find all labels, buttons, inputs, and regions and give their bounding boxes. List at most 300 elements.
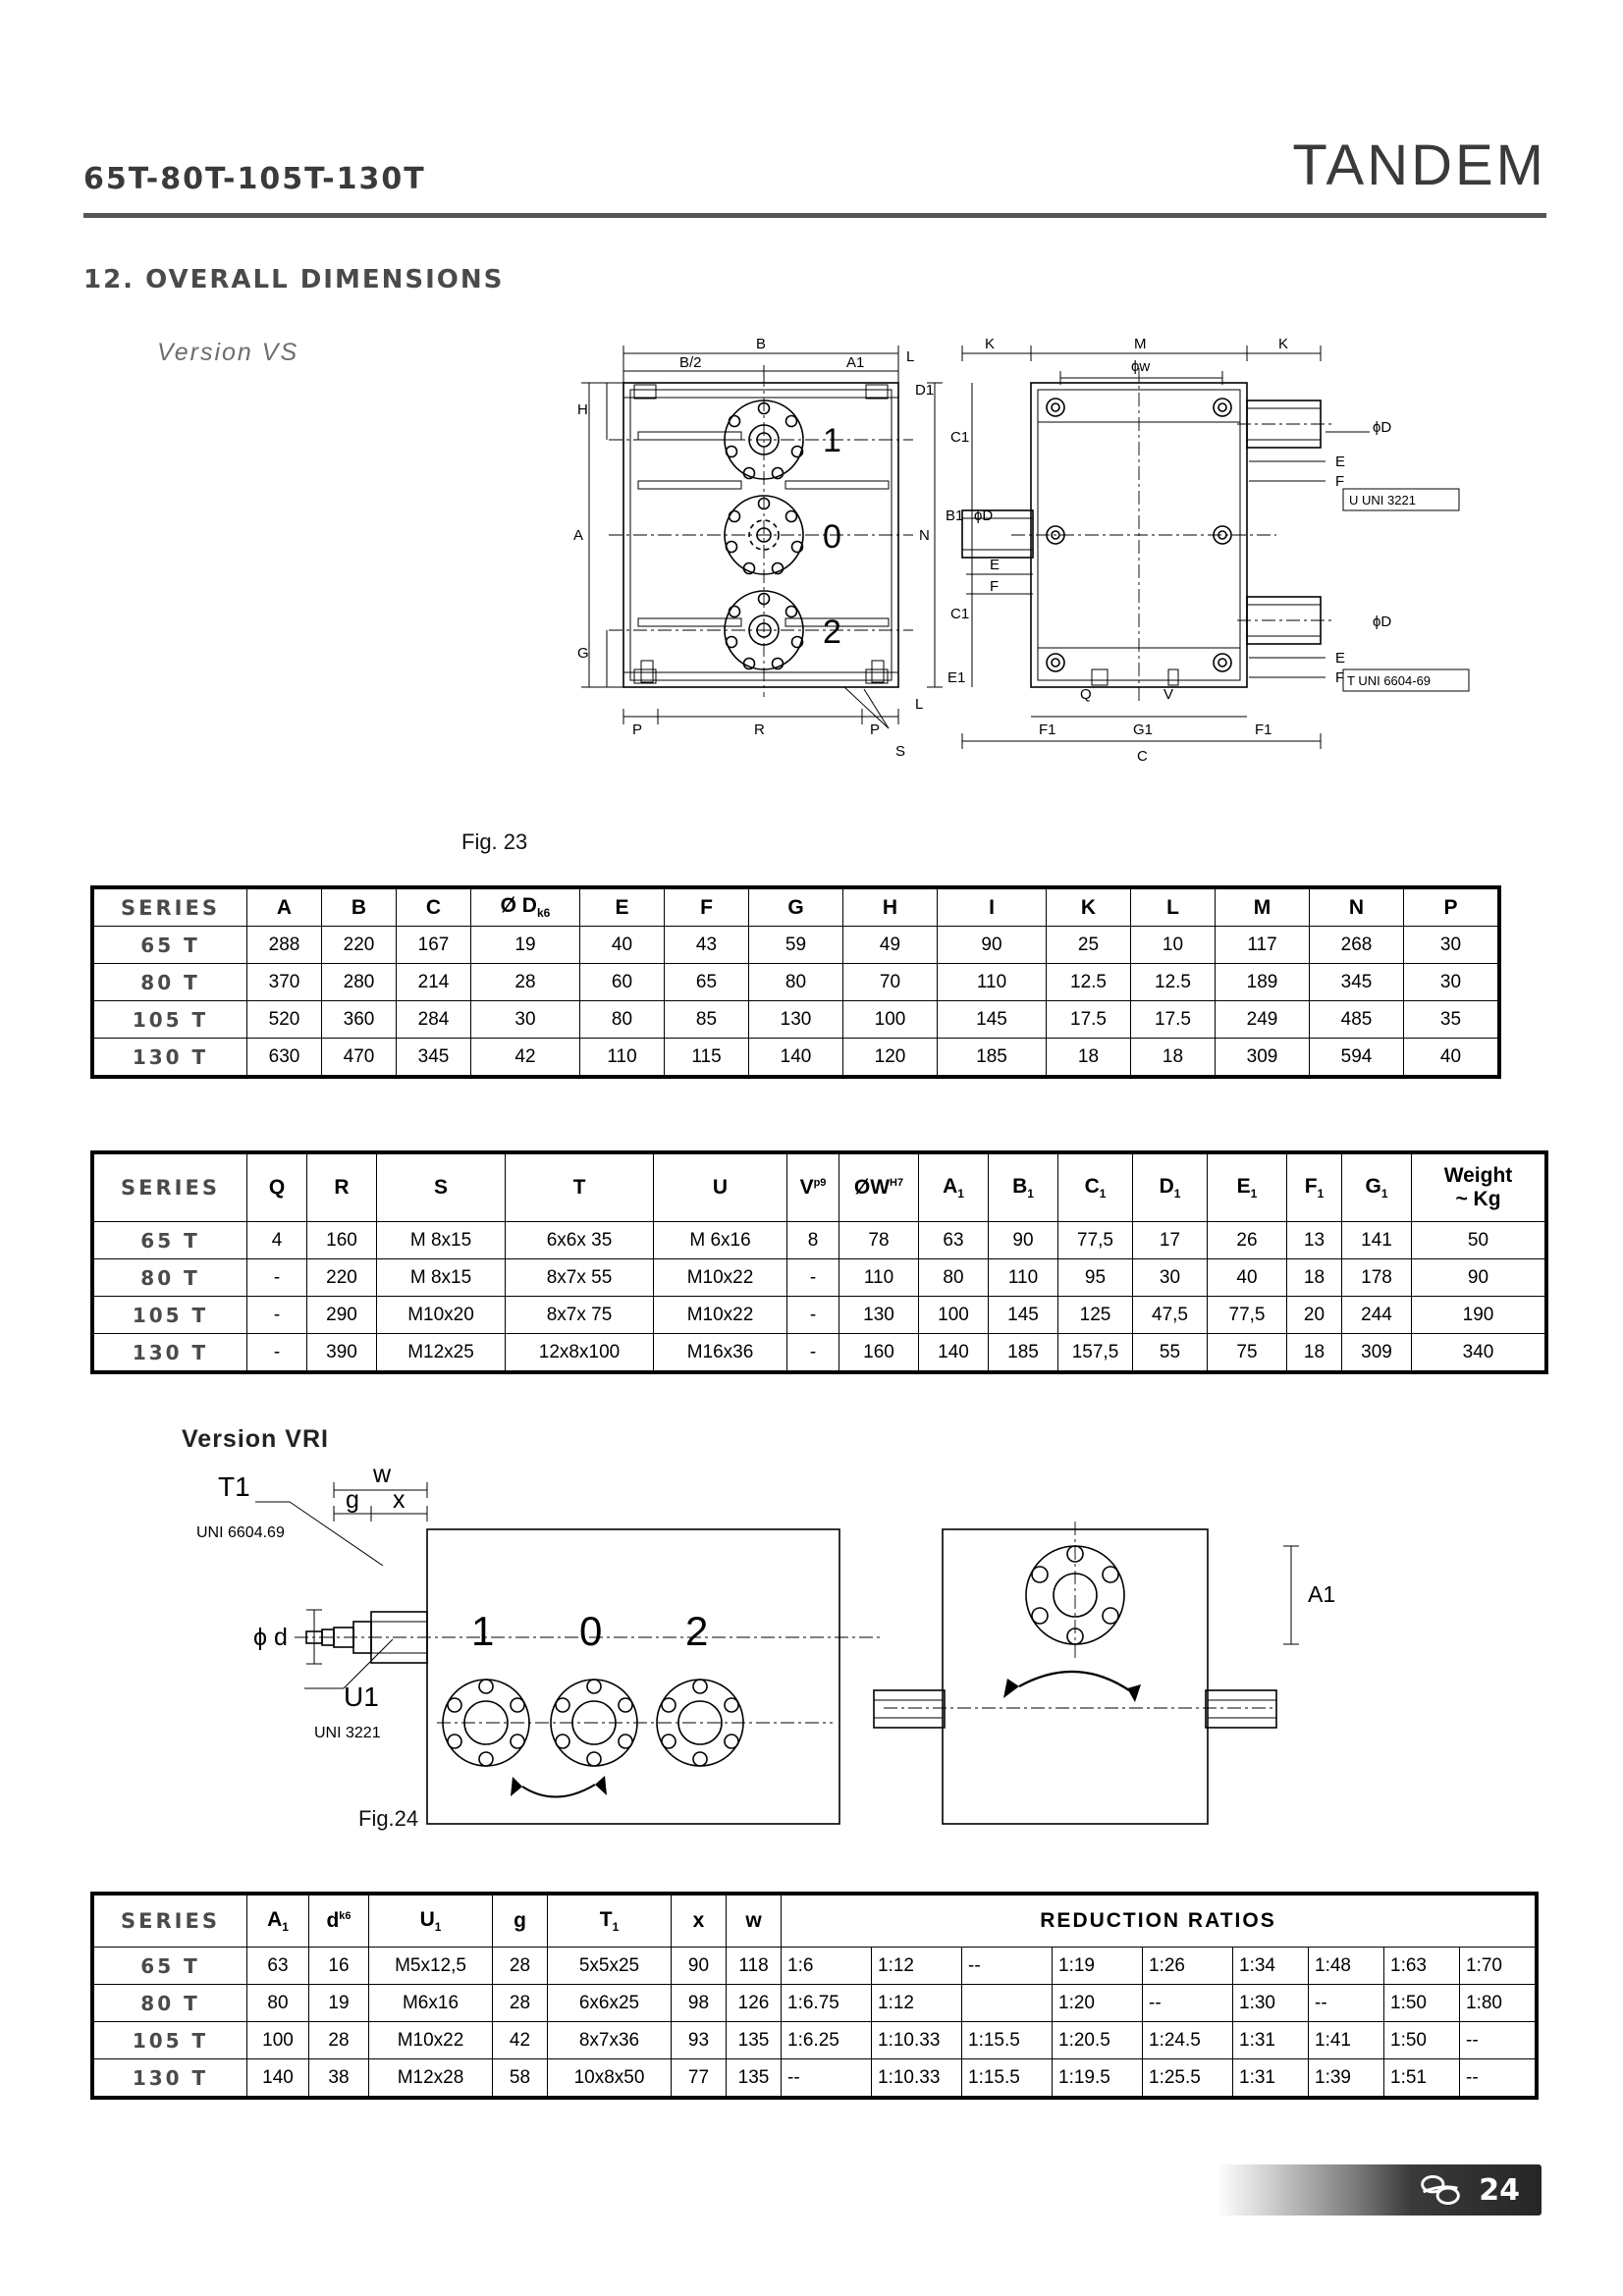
row-series: 105 T [94,1297,247,1334]
ratio-cell: 1:20.5 [1053,2022,1143,2059]
section-title: 12. OVERALL DIMENSIONS [83,265,505,294]
ratio-cell: 1:15.5 [962,2022,1053,2059]
cell: 309 [1342,1334,1412,1371]
cell: 309 [1216,1039,1310,1076]
vri-label-uni3221: UNI 3221 [314,1725,381,1741]
vri-port-label-1: 1 [471,1608,495,1654]
table-row [94,1297,1545,1334]
cell: 19 [471,927,580,964]
cell: 167 [397,927,471,964]
th-E1: $E_1$ [1208,1154,1287,1222]
cell: 42 [493,2022,548,2059]
cell: 189 [1216,964,1310,1001]
cell: 85 [665,1001,749,1039]
port-label-1: 1 [823,422,841,459]
cell: 8x7x 75 [506,1297,654,1334]
cell: 77,5 [1208,1297,1287,1334]
cell: - [247,1297,307,1334]
table-header-row [94,1896,1536,1948]
table-row [94,1985,1536,2022]
th-C1: $C_1$ [1058,1154,1133,1222]
th-OW: $ØW^{H7}$ [839,1154,919,1222]
th-F1: $F_1$ [1287,1154,1342,1222]
version-vri-label: Version VRI [182,1425,329,1453]
row-series: 80 T [94,1985,247,2022]
dim-label-K-right: K [1278,336,1289,352]
dim-label-E-br: E [1335,650,1346,667]
cell: - [787,1259,839,1297]
ratio-cell: 1:6 [782,1948,872,1985]
th-B1: $B_1$ [989,1154,1058,1222]
cell: 126 [727,1985,782,2022]
cell: M10x22 [654,1259,787,1297]
cell: - [787,1297,839,1334]
cell: 65 [665,964,749,1001]
drawing-version-vri [196,1463,1404,1875]
cell: - [787,1334,839,1371]
table-header-row [94,1154,1545,1222]
ratio-cell: 1:19 [1053,1948,1143,1985]
dim-label-E-mid: E [990,557,1001,573]
cell: 520 [247,1001,322,1039]
cell: 63 [919,1222,989,1259]
table-header-row [94,889,1498,927]
cell: 594 [1310,1039,1404,1076]
cell: 80 [247,1985,309,2022]
th-M: M [1216,889,1310,927]
vri-port-label-0: 0 [579,1608,603,1654]
cell: 110 [580,1039,665,1076]
cell: 28 [471,964,580,1001]
dimensions-table-2 [93,1153,1545,1371]
cell: 345 [397,1039,471,1076]
th-U: U [654,1154,787,1222]
cell: 90 [989,1222,1058,1259]
cell: M 8x15 [377,1259,506,1297]
table-row [94,1001,1498,1039]
ratio-cell [962,1985,1053,2022]
table-row [94,1222,1545,1259]
cell: M12x25 [377,1334,506,1371]
cell: 93 [672,2022,727,2059]
table-row [94,964,1498,1001]
cell: 17 [1133,1222,1208,1259]
cell: 135 [727,2022,782,2059]
th-series: SERIES [94,889,247,927]
cell: 284 [397,1001,471,1039]
th-A: A [247,889,322,927]
dim-label-B1: B1 [946,507,964,524]
cell: 49 [843,927,938,964]
cell: 110 [989,1259,1058,1297]
cell: 12x8x100 [506,1334,654,1371]
cell: 110 [938,964,1047,1001]
th-L: L [1131,889,1216,927]
drawing-version-vs [550,324,1542,888]
header-rule [83,213,1546,218]
dim-label-F1-left: F1 [1039,721,1056,738]
page-footer [1217,2164,1542,2216]
cell: 6x6x25 [548,1985,672,2022]
th-OD: Ø $D_{k6}$ [471,889,580,927]
th-weight-line1: Weight [1443,1164,1513,1187]
cell: 485 [1310,1001,1404,1039]
cell: 8x7x36 [548,2022,672,2059]
cell: 77 [672,2059,727,2097]
vri-label-phi-d: ϕ d [253,1624,288,1651]
cell: M5x12,5 [369,1948,493,1985]
dim-label-K-left: K [985,336,996,352]
cell: M 6x16 [654,1222,787,1259]
vri-label-U1: U1 [344,1682,379,1712]
dim-label-N: N [919,527,930,544]
cell: 25 [1047,927,1131,964]
th-P: P [1404,889,1498,927]
cell: 63 [247,1948,309,1985]
cell: 59 [749,927,843,964]
dim-label-phiD-br: ϕD [1373,614,1392,630]
cell: 40 [580,927,665,964]
cell: 118 [727,1948,782,1985]
cell: 60 [580,964,665,1001]
th-g: g [493,1896,548,1948]
th-series: SERIES [94,1154,247,1222]
dim-label-S: S [895,743,906,760]
figure-23-caption: Fig. 23 [461,829,528,854]
dim-label-D1: D1 [915,382,935,399]
cell: 120 [843,1039,938,1076]
cell: 30 [1404,964,1498,1001]
dim-label-L-top: L [906,348,915,365]
th-T1: $T_1$ [548,1896,672,1948]
cell: 30 [1133,1259,1208,1297]
row-series: 65 T [94,927,247,964]
cell: 38 [309,2059,369,2097]
ratio-cell: 1:50 [1384,2022,1460,2059]
ratio-cell: 1:20 [1053,1985,1143,2022]
cell: 100 [843,1001,938,1039]
cell: 8 [787,1222,839,1259]
cell: 77,5 [1058,1222,1133,1259]
row-series: 105 T [94,1001,247,1039]
cell: 35 [1404,1001,1498,1039]
dim-label-B: B [756,336,767,352]
reduction-ratios-table [93,1895,1536,2097]
port-label-0: 0 [823,518,841,556]
cell: 130 [839,1297,919,1334]
cell: 140 [247,2059,309,2097]
th-N: N [1310,889,1404,927]
cell: 145 [989,1297,1058,1334]
cell: M6x16 [369,1985,493,2022]
ratio-cell: 1:26 [1143,1948,1233,1985]
row-series: 105 T [94,2022,247,2059]
cell: 185 [938,1039,1047,1076]
cell: 80 [580,1001,665,1039]
cell: 20 [1287,1297,1342,1334]
cell: 16 [309,1948,369,1985]
cell: 178 [1342,1259,1412,1297]
cell: 220 [322,927,397,964]
cell: 43 [665,927,749,964]
cell: 8x7x 55 [506,1259,654,1297]
row-series: 130 T [94,1334,247,1371]
cell: 18 [1287,1334,1342,1371]
cell: 5x5x25 [548,1948,672,1985]
vri-label-uni6604: UNI 6604.69 [196,1524,285,1541]
cell: 17.5 [1047,1001,1131,1039]
table-row [94,2059,1536,2097]
cell: 117 [1216,927,1310,964]
dim-label-phiD-mid: ϕD [974,507,994,524]
cell: M16x36 [654,1334,787,1371]
th-T: T [506,1154,654,1222]
cell: 145 [938,1001,1047,1039]
cell: 75 [1208,1334,1287,1371]
th-E: E [580,889,665,927]
ratio-cell: 1:30 [1233,1985,1309,2022]
dim-label-G: G [577,645,589,662]
dim-label-F1-right: F1 [1255,721,1272,738]
cell: 140 [749,1039,843,1076]
th-A1: $A_1$ [247,1896,309,1948]
ratio-cell: -- [782,2059,872,2097]
cell: 80 [919,1259,989,1297]
ratio-cell: 1:41 [1309,2022,1384,2059]
vri-label-x: x [393,1486,406,1514]
dim-label-phiw: ϕw [1131,358,1151,375]
cell: 42 [471,1039,580,1076]
cell: 28 [309,2022,369,2059]
ratio-cell: 1:48 [1309,1948,1384,1985]
cell: 26 [1208,1222,1287,1259]
header-model-code: 65T-80T-105T-130T [83,162,426,196]
cell: 249 [1216,1001,1310,1039]
cell: 280 [322,964,397,1001]
cell: 130 [749,1001,843,1039]
version-vs-label: Version VS [157,339,299,366]
cell: 13 [1287,1222,1342,1259]
th-reduction-ratios: REDUCTION RATIOS [782,1896,1536,1948]
callout-t-uni6604: T UNI 6604-69 [1347,673,1432,688]
cell: 18 [1047,1039,1131,1076]
cell: 244 [1342,1297,1412,1334]
row-series: 80 T [94,1259,247,1297]
cell: 70 [843,964,938,1001]
vri-label-w: w [373,1463,392,1488]
th-S: S [377,1154,506,1222]
cell: - [247,1334,307,1371]
cell: M 8x15 [377,1222,506,1259]
ratio-cell: 1:6.25 [782,2022,872,2059]
cell: 220 [307,1259,377,1297]
th-U1: $U_1$ [369,1896,493,1948]
table-row [94,1334,1545,1371]
dim-label-A: A [573,527,584,544]
cell: 160 [307,1222,377,1259]
cell: 340 [1412,1334,1545,1371]
ratio-cell: 1:51 [1384,2059,1460,2097]
ratio-cell: 1:31 [1233,2022,1309,2059]
cell: - [247,1259,307,1297]
cell: 140 [919,1334,989,1371]
cell: 190 [1412,1297,1545,1334]
dim-label-F-br: F [1335,669,1345,686]
cell: M10x22 [654,1297,787,1334]
dim-label-F-tr: F [1335,473,1345,490]
th-w: w [727,1896,782,1948]
cell: M10x20 [377,1297,506,1334]
cell: 157,5 [1058,1334,1133,1371]
cell: 4 [247,1222,307,1259]
figure-24-caption: Fig.24 [358,1806,419,1831]
cell: 160 [839,1334,919,1371]
dim-label-R: R [754,721,765,738]
cell: 390 [307,1334,377,1371]
ratio-cell: -- [1460,2022,1536,2059]
cell: 268 [1310,927,1404,964]
ratio-cell: -- [1460,2059,1536,2097]
th-I: I [938,889,1047,927]
cell: 12.5 [1047,964,1131,1001]
cell: 100 [247,2022,309,2059]
th-K: K [1047,889,1131,927]
th-weight [1412,1154,1545,1222]
table-row [94,1259,1545,1297]
cell: 80 [749,964,843,1001]
port-label-2: 2 [823,614,841,651]
dim-label-E1: E1 [947,669,966,686]
row-series: 65 T [94,1222,247,1259]
cell: 90 [672,1948,727,1985]
th-G1: $G_1$ [1342,1154,1412,1222]
vri-port-label-2: 2 [685,1608,709,1654]
cell: 28 [493,1948,548,1985]
dim-label-Q: Q [1080,686,1092,703]
cell: 100 [919,1297,989,1334]
th-B: B [322,889,397,927]
ratio-cell: 1:19.5 [1053,2059,1143,2097]
callout-u-uni3221: U UNI 3221 [1349,493,1416,507]
cell: 98 [672,1985,727,2022]
cell: 18 [1131,1039,1216,1076]
cell: M10x22 [369,2022,493,2059]
ratio-cell: -- [1143,1985,1233,2022]
th-D1: $D_1$ [1133,1154,1208,1222]
cell: 115 [665,1039,749,1076]
cell: 345 [1310,964,1404,1001]
cell: M12x28 [369,2059,493,2097]
th-d: $d^{k6}$ [309,1896,369,1948]
vri-label-T1: T1 [218,1471,250,1502]
cell: 95 [1058,1259,1133,1297]
cell: 10x8x50 [548,2059,672,2097]
ratio-cell: -- [962,1948,1053,1985]
cell: 125 [1058,1297,1133,1334]
header-brand: TANDEM [1292,133,1546,197]
cell: 30 [1404,927,1498,964]
cell: 19 [309,1985,369,2022]
cell: 135 [727,2059,782,2097]
cell: 110 [839,1259,919,1297]
ratio-cell: 1:15.5 [962,2059,1053,2097]
ratio-cell: -- [1309,1985,1384,2022]
dim-label-C: C [1137,748,1148,765]
ratio-cell: 1:25.5 [1143,2059,1233,2097]
cell: 288 [247,927,322,964]
cell: 18 [1287,1259,1342,1297]
ratio-cell: 1:34 [1233,1948,1309,1985]
cell: 370 [247,964,322,1001]
ratio-cell: 1:63 [1384,1948,1460,1985]
th-G: G [749,889,843,927]
cell: 28 [493,1985,548,2022]
cell: 17.5 [1131,1001,1216,1039]
cell: 40 [1404,1039,1498,1076]
cell: 47,5 [1133,1297,1208,1334]
ratio-cell: 1:24.5 [1143,2022,1233,2059]
dim-label-P-left: P [632,721,643,738]
ratio-cell: 1:31 [1233,2059,1309,2097]
cell: 214 [397,964,471,1001]
ratio-cell: 1:50 [1384,1985,1460,2022]
cell: 6x6x 35 [506,1222,654,1259]
cell: 12.5 [1131,964,1216,1001]
dim-label-C1-bot: C1 [950,606,970,622]
ratio-cell: 1:70 [1460,1948,1536,1985]
cell: 40 [1208,1259,1287,1297]
table-row [94,2022,1536,2059]
vri-label-g: g [346,1486,359,1514]
cell: 90 [938,927,1047,964]
cell: 58 [493,2059,548,2097]
table-row [94,1039,1498,1076]
dim-label-L-bot: L [915,696,924,713]
row-series: 130 T [94,1039,247,1076]
table-row [94,1948,1536,1985]
th-F: F [665,889,749,927]
row-series: 65 T [94,1948,247,1985]
dim-label-G1: G1 [1133,721,1154,738]
row-series: 130 T [94,2059,247,2097]
th-series: SERIES [94,1896,247,1948]
cell: 78 [839,1222,919,1259]
dim-label-M: M [1134,336,1147,352]
page-number: 24 [1479,2173,1520,2208]
cell: 185 [989,1334,1058,1371]
ratio-cell: 1:10.33 [872,2059,962,2097]
th-C: C [397,889,471,927]
dim-label-F-mid: F [990,578,1000,595]
vri-label-A1: A1 [1308,1581,1336,1607]
ratio-cell: 1:6.75 [782,1985,872,2022]
dim-label-H: H [577,401,588,418]
ratio-cell: 1:12 [872,1985,962,2022]
th-H: H [843,889,938,927]
ratio-cell: 1:10.33 [872,2022,962,2059]
ratio-cell: 1:80 [1460,1985,1536,2022]
ratio-cell: 1:39 [1309,2059,1384,2097]
cell: 141 [1342,1222,1412,1259]
cell: 50 [1412,1222,1545,1259]
cell: 360 [322,1001,397,1039]
ratio-cell: 1:12 [872,1948,962,1985]
dim-label-B2: B/2 [679,354,702,371]
company-logo-icon [1412,2170,1469,2210]
dim-label-A1: A1 [846,354,865,371]
cell: 290 [307,1297,377,1334]
cell: 630 [247,1039,322,1076]
